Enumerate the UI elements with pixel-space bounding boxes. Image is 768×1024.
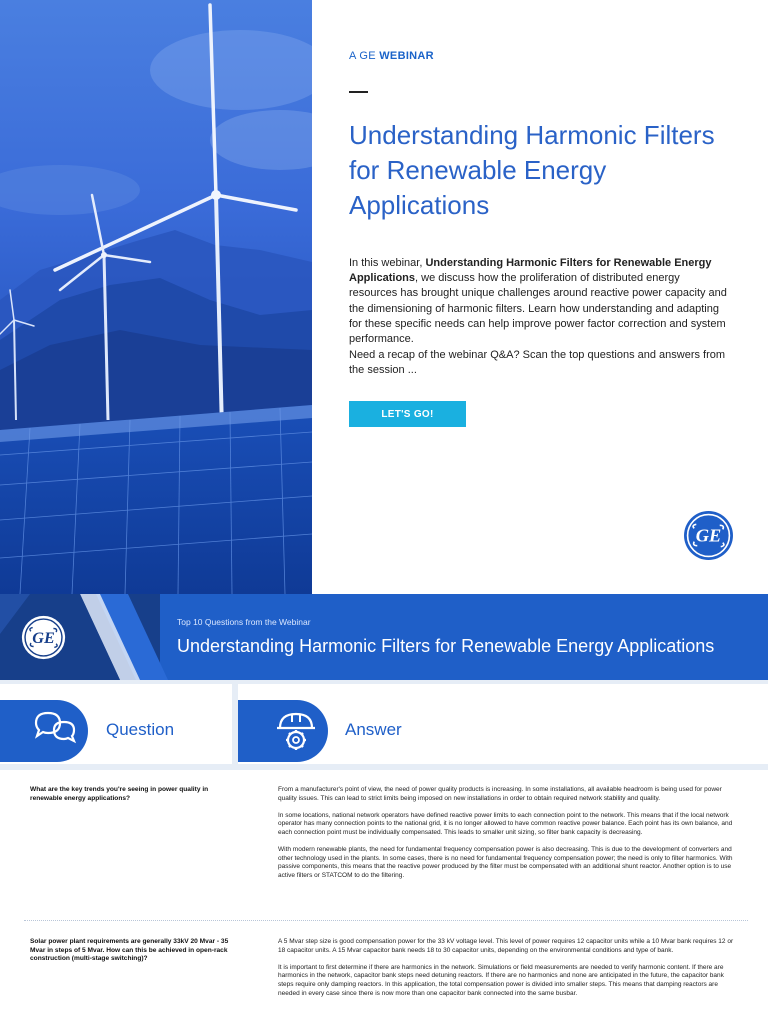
speech-bubbles-icon — [30, 706, 82, 756]
answer-paragraph: With modern renewable plants, the need for fundamental frequency compensation power is also decreasing. This is due to the development of converters and other technology used in the plants. In some cases, there is no need for fundamental frequency compensation power; the need is only to filter harmonics. With passive components, this means that the reactive power produced by the filter must be compensated with an additional shunt reactor. Another option is to use active filters or STATCOM to do the filtering. — [278, 846, 733, 879]
banner-title: Understanding Harmonic Filters for Renewable Energy Applications — [177, 636, 715, 656]
banner-eyebrow: Top 10 Questions from the Webinar — [177, 617, 311, 627]
divider-dash — [349, 91, 368, 93]
question-tab — [0, 700, 88, 762]
answer-paragraph: A 5 Mvar step size is good compensation power for the 33 kV voltage level. This level of power requires 12 capacitor units while a 10 Mvar bank requires 12 or 18 capacitor units. A 15 Mvar capacitor bank needs 18 to 30 capacitor units, depending on the environmental conditions and type of bank. — [278, 938, 734, 954]
hardhat-gear-icon — [270, 706, 322, 756]
questions-banner — [0, 594, 768, 680]
eyebrow-prefix: A GE — [349, 50, 380, 62]
answer-text — [278, 786, 740, 889]
ge-monogram-icon — [683, 510, 734, 561]
intro-prefix: In this webinar, — [349, 257, 426, 269]
ge-monogram-icon — [21, 615, 66, 660]
question-label: Question — [106, 720, 175, 739]
intro-paragraph — [349, 256, 729, 347]
page-title: Understanding Harmonic Filters for Renewable Energy Applications — [349, 120, 715, 220]
qa-headers — [0, 680, 768, 770]
lets-go-button[interactable]: LET'S GO! — [349, 401, 466, 427]
wind-solar-photo — [0, 0, 312, 594]
intro-suffix: , we discuss how the proliferation of distributed energy resources has brought unique challenges around reactive power capacity and the dimensioning of harmonic filters. Learn how understanding and adapting for these specific needs can help improve power factor correction and system performance. — [349, 272, 727, 346]
question-header — [0, 684, 232, 764]
question-text: What are the key trends you're seeing in power quality in renewable energy applications? — [30, 786, 209, 802]
wind-turbines-illustration — [0, 0, 312, 594]
answer-paragraph: In some locations, national network operators have defined reactive power limits to each connection point to the network. This means that if the local network operator has many connection points to the national grid, it is no longer allowed to have common reactive power balance. Each point has its own balance, and each connection point must be individually compensated. This leads to smaller unit sizing, so filter bank capacity is decreasing. — [278, 811, 733, 836]
row-divider — [24, 920, 748, 921]
answer-text — [278, 938, 740, 1007]
answer-label: Answer — [345, 720, 402, 739]
svg-text:GE: GE — [32, 628, 55, 647]
answer-tab — [238, 700, 328, 762]
eyebrow — [349, 50, 434, 62]
intro-strong: Understanding Harmonic Filters for Renewable Energy Applications — [349, 257, 712, 285]
answer-paragraph: It is important to first determine if there are harmonics in the network. Simulations or field measurements are needed to verify harmonic content. If there are harmonics in the network, capacitor bank steps need detuning reactors. If there are no harmonics and none are anticipated in the future, the capacitor bank steps require only damping reactors. In this application, the total compensation power is divided into smaller steps. This means that damping reactors are needed in every case since there is now more than one capacitor bank connected into the same busbar. — [278, 963, 724, 997]
recap-paragraph: Need a recap of the webinar Q&A? Scan the top questions and answers from the session ... — [349, 349, 726, 377]
answer-header — [238, 684, 768, 764]
question-text: Solar power plant requirements are generally 33kV 20 Mvar - 35 Mvar in steps of 5 Mvar. How can this be achieved in open-rack construction (multi-stage switching)? — [30, 938, 229, 963]
answer-paragraph: From a manufacturer's point of view, the need of power quality products is increasing. In some installations, all available headroom is being used for power quality issues. This can lead to strict limits being imposed on new installations in order to obtain required network stability and quality. — [278, 786, 722, 802]
svg-text:GE: GE — [695, 525, 722, 546]
eyebrow-strong: WEBINAR — [379, 50, 434, 62]
